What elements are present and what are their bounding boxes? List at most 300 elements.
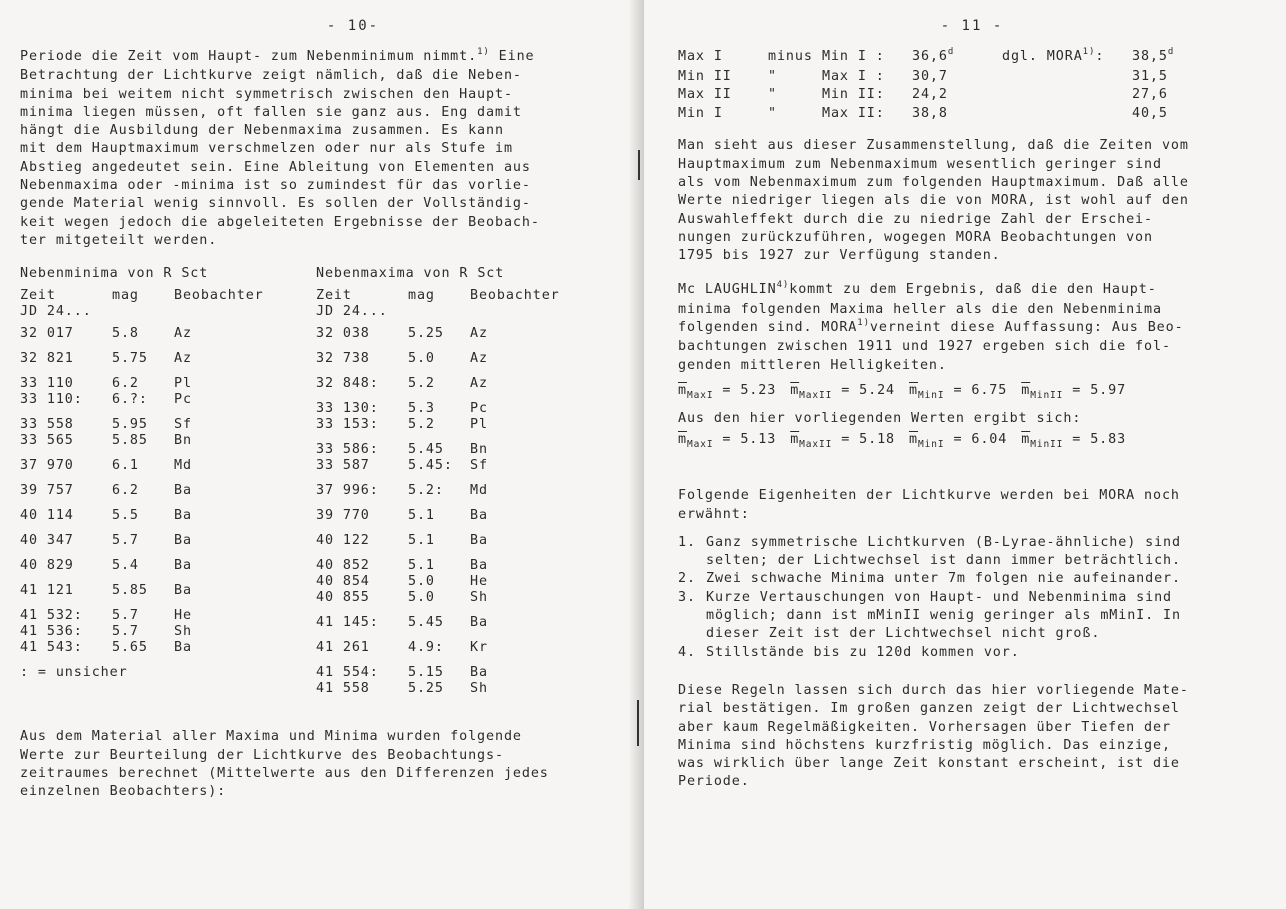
cell-mag: 5.0 [408,351,435,367]
table-row [316,417,616,433]
cell-observer: Pc [470,401,488,417]
final-paragraph [678,682,1266,792]
table-row-group [20,508,320,524]
cell-observer: Kr [470,640,488,656]
list-text: dieser Zeit ist der Lichtwechsel nicht groß. [706,626,1101,642]
right-page [644,0,1286,909]
cell-op: " [768,105,777,121]
paragraph-line: nungen zurückzuführen, wogegen MORA Beobachtungen von [678,229,1153,245]
table-row [20,351,320,367]
cell-observer: Az [174,326,192,342]
table-row-group [20,351,320,367]
difference-table [678,48,1266,123]
mean-symbol: $\overline{m}$ [1021,432,1031,448]
intro-tail: Eine [498,49,535,64]
cell-jd: 41 532: [20,608,83,624]
cell-to: Min I : [822,49,885,64]
list-text: Zwei schwache Minima unter 7m folgen nie aufeinander. [706,571,1181,587]
table-row-group [316,442,616,474]
mean-subscript: MaxII [799,439,833,451]
cell-mora-days [1132,48,1212,68]
table-row [20,392,320,408]
col-header-zeit: Zeit [316,288,352,304]
extrema-tables [20,266,626,706]
paragraph-text: kommt zu dem Ergebnis, daß die den Haupt- [789,282,1157,298]
mean-number: = 5.13 [722,432,777,448]
footnote-ref: 1) [857,318,870,329]
list-number: 4. [678,644,696,660]
paragraph-line: als vom Nebenmaximum zum folgenden Hauptmaximum. Daß alle [678,174,1189,190]
col-header-mag: mag [408,288,435,304]
table-row [20,417,320,433]
mean-number: = 6.04 [953,432,1008,448]
cell-op: minus [768,49,813,64]
closing-line: Werte zur Beurteilung der Lichtkurve des Beobachtungs- [20,747,504,763]
list-number [678,625,706,643]
col-header-jd: JD 24... [20,304,92,320]
intro-line: Betrachtung der Lichtkurve zeigt nämlich, daß die Neben- [20,68,522,84]
mean-value [678,381,776,402]
cell-mora-days [1132,68,1212,87]
intro-line: Abstieg angedeutet sein. Eine Ableitung von Elementen aus [20,159,531,175]
cell-jd: 41 554: [316,665,379,681]
cell-mora-label: dgl. MORA$^{1)}$: [1002,47,1105,64]
intro-line: Periode die Zeit vom Haupt- zum Nebenminimum nimmt. [20,49,478,64]
cell-op: " [768,87,777,103]
paragraph-mclaughlin [678,281,1266,374]
table-row-group [316,615,616,631]
cell-observer: Ba [174,533,192,549]
cell-jd: 41 558 [316,681,370,697]
cell-mag: 5.2 [408,376,435,392]
paragraph-line: rial bestätigen. Im großen ganzen zeigt der Lichtwechsel [678,701,1180,717]
table-row [316,483,616,499]
table-row [316,376,616,392]
table-row [316,508,616,524]
intro-line: Nebenmaxima oder -minima ist so zumindest für das vorlie- [20,178,531,194]
list-number [678,552,706,570]
paragraph-line: Minima sind höchstens kurzfristig möglich. Das einzige, [678,737,1171,753]
list-number: 2. [678,571,696,587]
cell-mag: 5.1 [408,508,435,524]
cell-observer: Ba [174,640,192,656]
mean-symbol: $\overline{m}$ [790,382,800,398]
cell-days-value: 38,8 [912,105,948,121]
footnote-ref: 1) [477,47,490,57]
table-row-group [20,533,320,549]
cell-mag: 6.?: [112,392,148,408]
mean-symbol: $\overline{m}$ [678,382,687,398]
cell-mag: 5.2 [408,417,435,433]
cell-jd: 40 829 [20,558,74,574]
cell-jd: 41 145: [316,615,379,631]
list-number: 3. [678,589,696,605]
cell-observer: Az [470,376,488,392]
cell-to: Min II: [822,87,885,103]
intro-line: ter mitgeteilt werden. [20,232,218,248]
cell-mora-label [1002,86,1132,105]
col-header-observer: Beobachter [174,288,264,304]
list-number [678,607,706,625]
intro-line: hängt die Ausbildung der Nebenmaxima zusammen. Es kann [20,123,504,139]
cell-observer: Ba [174,483,192,499]
cell-jd: 33 558 [20,417,74,433]
closing-line: einzelnen Beobachters): [20,784,227,800]
table-header [20,288,320,320]
cell-observer: He [174,608,192,624]
cell-mora-label [1002,68,1132,87]
cell-observer: Ba [470,508,488,524]
cell-mag: 5.95 [112,417,148,433]
mean-value [909,430,1007,451]
cell-jd: 33 586: [316,442,379,458]
paragraph-line: 1795 bis 1927 zur Verfügung standen. [678,248,1001,264]
page-number: - 11 - [940,18,1004,34]
table-row [316,326,616,342]
closing-line: Aus dem Material aller Maxima und Minima wurden folgende [20,729,522,745]
cell-mag: 5.4 [112,558,139,574]
cell-days [912,68,1002,87]
cell-jd: 33 153: [316,417,379,433]
cell-mag: 5.45 [408,615,444,631]
paragraph-line: was wirklich über lange Zeit konstant erscheint, ist die [678,756,1180,772]
mean-value [678,430,776,451]
intro-line: mit dem Hauptmaximum verschmelzen oder nur als Stufe im [20,141,513,157]
table-row [316,590,616,606]
mean-subscript: MaxI [686,389,714,401]
cell-observer: Pc [174,392,192,408]
table-row [20,533,320,549]
cell-jd: 32 038 [316,326,370,342]
table-row [20,558,320,574]
table-row [20,508,320,524]
table-row-group [20,417,320,449]
mean-number: = 5.97 [1072,382,1127,398]
cell-jd: 32 017 [20,326,74,342]
cell-observer: Az [470,326,488,342]
cell-days [912,105,1002,124]
table-header [316,288,616,320]
mean-value [790,381,895,402]
cell-from: Max I [678,49,723,64]
margin-mark [638,150,640,180]
cell-jd: 40 854 [316,574,370,590]
cell-mag: 6.2 [112,483,139,499]
table-row-group [20,608,320,656]
cell-jd: 41 261 [316,640,370,656]
table-row-group [316,665,616,697]
cell-mag: 4.9: [408,640,444,656]
cell-jd: 40 855 [316,590,370,606]
cell-jd: 33 565 [20,433,74,449]
mean-symbol: $\overline{m}$ [1021,382,1031,398]
paragraph-line: bachtungen zwischen 1911 und 1927 ergeben sich die fol- [678,339,1171,355]
table-row-group [316,401,616,433]
cell-jd: 33 110: [20,392,83,408]
list-text: Ganz symmetrische Lichtkurven (B-Lyrae-ähnliche) sind [706,534,1181,550]
mean-subscript: MinI [918,389,945,401]
table-row-group [316,640,616,656]
table-row [316,681,616,697]
cell-observer: Sh [470,681,488,697]
cell-to: Max I : [822,68,885,84]
table-row-group [316,508,616,524]
cell-mag: 5.2: [408,483,444,499]
table-row [316,458,616,474]
cell-observer: Ba [174,558,192,574]
list-item [678,552,1266,570]
cell-days-value: 30,7 [912,68,948,84]
paragraph-line: minima folgenden Maxima heller als die den Nebenminima [678,301,1162,317]
table-row [20,640,320,656]
table-row [316,442,616,458]
left-page [0,0,640,909]
list-text: Stillstände bis zu 120d kommen vor. [706,644,1020,660]
unit-days: d [947,47,955,57]
cell-observer: Ba [174,583,192,599]
cell-mag: 5.45 [408,442,444,458]
list-item [678,570,1266,588]
cell-mag: 5.25 [408,326,444,342]
list-text: selten; der Lichtwechsel ist dann immer beträchtlich. [706,553,1181,569]
table-row [316,665,616,681]
cell-jd: 39 757 [20,483,74,499]
cell-observer: Sh [470,590,488,606]
cell-observer: Sh [174,624,192,640]
mean-symbol: $\overline{m}$ [909,382,918,398]
page-number: - 10- [326,18,380,34]
cell-jd: 37 970 [20,458,74,474]
table-row-group [20,558,320,574]
cell-observer: Sf [470,458,488,474]
table-row-group [316,533,616,549]
paragraph-line: Hauptmaximum zum Nebenmaximum wesentlich geringer sind [678,156,1162,172]
col-header-observer: Beobachter [470,288,560,304]
cell-observer: Pl [470,417,488,433]
paragraph-line: Diese Regeln lassen sich durch das hier vorliegende Mate- [678,682,1189,698]
difference-row [678,68,1266,87]
paragraph-text: verneint diese Auffassung: Aus Beo- [869,320,1184,336]
table-row [20,433,320,449]
paragraph-line: Werte niedriger liegen als die von MORA, ist wohl auf den [678,193,1189,209]
list-text: Kurze Vertauschungen von Haupt- und Nebenminima sind [706,589,1173,605]
col-header-jd: JD 24... [316,304,388,320]
mean-subscript: MaxII [799,389,833,401]
mean-subscript: MaxI [686,439,714,451]
table-row [20,376,320,392]
intro-line: minima bei weitem nicht symmetrisch zwischen den Haupt- [20,86,513,102]
author-name: Mc LAUGHLIN [678,282,777,298]
cell-observer: Az [470,351,488,367]
cell-mag: 5.45: [408,458,453,474]
table-row [20,483,320,499]
col-header-zeit: Zeit [20,288,56,304]
list-item [678,607,1266,625]
features-list [678,534,1266,662]
mean-symbol: $\overline{m}$ [790,432,800,448]
mean-subscript: MinII [1030,389,1064,401]
cell-observer: He [470,574,488,590]
cell-observer: Ba [470,533,488,549]
mean-symbol: $\overline{m}$ [678,432,687,448]
mean-number: = 5.18 [841,432,896,448]
footnote-ref: 1) [1082,47,1096,57]
cell-days [912,86,1002,105]
cell-mora-value: 27,6 [1132,87,1168,103]
cell-to: Max II: [822,105,885,121]
cell-observer: Pl [174,376,192,392]
cell-jd: 40 852 [316,558,370,574]
cell-mora-value: 38,5 [1132,49,1168,64]
table-row [20,624,320,640]
cell-jd: 33 587 [316,458,370,474]
intro-paragraph [20,48,626,250]
mean-subscript: MinI [918,439,945,451]
table-row-group [20,376,320,408]
intro-line: keit wegen jedoch die abgeleiteten Ergebnisse der Beobach- [20,214,540,230]
features-intro [678,487,1266,524]
cell-mag: 5.85 [112,583,148,599]
cell-jd: 32 821 [20,351,74,367]
mean-number: = 5.24 [841,382,896,398]
table-row-group [316,376,616,392]
cell-observer: Ba [470,665,488,681]
paragraph-line: erwähnt: [678,506,750,522]
table-title: Nebenmaxima von R Sct [316,266,505,282]
mean-subscript: MinII [1030,439,1064,451]
table-row [316,533,616,549]
paragraph-line: Auswahleffekt durch die zu niedrige Zahl der Erschei- [678,211,1153,227]
paragraph-line: aber kaum Regelmäßigkeiten. Vorhersagen über Tiefen der [678,719,1171,735]
list-number: 1. [678,534,696,550]
cell-observer: Md [470,483,488,499]
cell-mag: 5.0 [408,574,435,590]
list-item [678,625,1266,643]
table-row [20,326,320,342]
cell-days-value: 36,6 [912,49,948,64]
list-text: möglich; dann ist mMinII wenig geringer als mMinI. In [706,608,1181,624]
table-row [316,558,616,574]
mean-number: = 5.23 [722,382,777,398]
table-row [20,458,320,474]
cell-jd: 39 770 [316,508,370,524]
paragraph-line: Man sieht aus dieser Zusammenstellung, daß die Zeiten vom [678,138,1189,154]
means-intro: Aus den hier vorliegenden Werten ergibt sich: [678,410,1082,426]
mean-magnitudes-here [678,430,1266,451]
col-header-mag: mag [112,288,139,304]
paragraph-line: genden mittleren Helligkeiten. [678,357,947,373]
cell-jd: 33 110 [20,376,74,392]
table-body [20,326,320,656]
cell-mag: 5.65 [112,640,148,656]
cell-mag: 5.85 [112,433,148,449]
mora-label: dgl. MORA [1002,49,1083,64]
mean-value [1021,430,1126,451]
cell-mag: 6.1 [112,458,139,474]
unit-days: d [1167,47,1175,57]
cell-mora-label [1002,105,1132,124]
cell-days [912,48,1002,68]
cell-jd: 40 347 [20,533,74,549]
intro-line: minima liegen müssen, oft fallen sie ganz aus. Eng damit [20,104,522,120]
mean-number: = 5.83 [1072,432,1127,448]
table-row-group [316,558,616,606]
cell-mag: 6.2 [112,376,139,392]
difference-row [678,105,1266,124]
table-row [316,351,616,367]
table-title: Nebenminima von R Sct [20,266,209,282]
cell-mag: 5.7 [112,624,139,640]
table-row-group [20,326,320,342]
cell-mag: 5.25 [408,681,444,697]
cell-mag: 5.7 [112,608,139,624]
cell-mag: 5.5 [112,508,139,524]
cell-observer: Ba [470,615,488,631]
cell-mag: 5.15 [408,665,444,681]
closing-line: zeitraumes berechnet (Mittelwerte aus den Differenzen jedes [20,765,549,781]
closing-paragraph [20,728,626,801]
intro-line: gende Material wenig sinnvoll. Es sollen der Vollständig- [20,196,531,212]
cell-mag: 5.1 [408,558,435,574]
difference-row [678,86,1266,105]
table-row-group [20,583,320,599]
table-row-group [20,458,320,474]
cell-observer: Az [174,351,192,367]
cell-mag: 5.1 [408,533,435,549]
cell-jd: 40 122 [316,533,370,549]
cell-mag: 5.0 [408,590,435,606]
table-row-group [20,483,320,499]
cell-jd: 32 848: [316,376,379,392]
cell-from: Min II [678,68,732,84]
table-row [20,583,320,599]
cell-mora-days [1132,86,1212,105]
list-item [678,644,1266,662]
maxima-table [316,266,616,706]
cell-mag: 5.7 [112,533,139,549]
table-row [316,574,616,590]
mean-value [909,381,1007,402]
cell-from: Max II [678,87,732,103]
cell-jd: 41 543: [20,640,83,656]
cell-observer: Bn [174,433,192,449]
cell-mora-days [1132,105,1212,124]
paragraph-text: folgenden sind. MORA [678,320,858,336]
cell-jd: 33 130: [316,401,379,417]
cell-days-value: 24,2 [912,87,948,103]
cell-mag: 5.3 [408,401,435,417]
cell-mag: 5.8 [112,326,139,342]
mean-value [1021,381,1126,402]
cell-mag: 5.75 [112,351,148,367]
table-row-group [316,483,616,499]
cell-jd: 41 536: [20,624,83,640]
table-row [20,608,320,624]
cell-from: Min I [678,105,723,121]
table-note: : = unsicher [20,665,128,681]
difference-row [678,48,1266,68]
minima-table [20,266,320,706]
cell-observer: Bn [470,442,488,458]
paragraph-line: Periode. [678,774,750,790]
mean-number: = 6.75 [953,382,1008,398]
paragraph-comparison [678,137,1266,265]
footnote-ref: 4) [776,280,790,291]
cell-mora-value: 31,5 [1132,68,1168,84]
cell-observer: Sf [174,417,192,433]
cell-observer: Ba [470,558,488,574]
cell-op: " [768,68,777,84]
